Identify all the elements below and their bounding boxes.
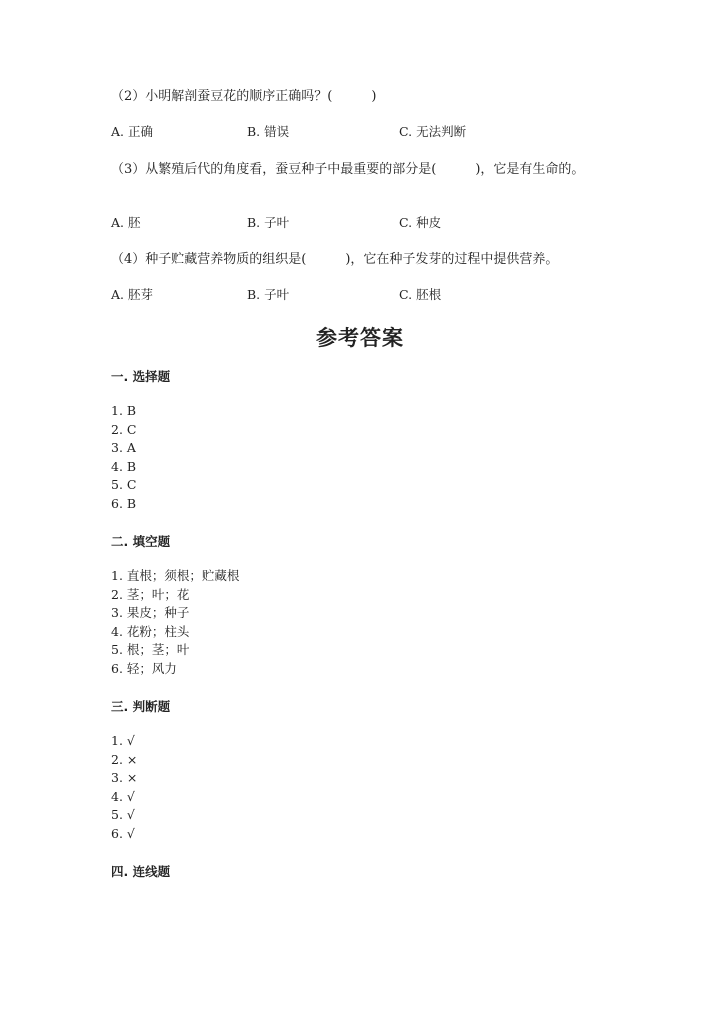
question-4-option-c: C. 胚根 [399,287,442,302]
question-4-option-b: B. 子叶 [247,287,290,302]
answer-item: 2. × [111,751,138,767]
question-3-option-b: B. 子叶 [247,215,290,230]
answer-item: 1. B [111,403,137,418]
answer-item: 6. B [111,495,137,511]
answer-list-true-false [111,732,137,844]
answer-list-fill-in-blank [111,567,239,679]
section-heading-matching: 四. 连线题 [111,864,171,879]
section-heading-multiple-choice: 一. 选择题 [111,369,171,384]
answer-item: 5. √ [111,807,135,823]
question-4-option-a: A. 胚芽 [111,287,153,302]
question-3-prompt: （3）从繁殖后代的角度看，蚕豆种子中最重要的部分是( )，它是有生命的。 [111,162,585,177]
answer-item: 4. 花粉；柱头 [111,623,190,639]
answer-key-title: 参考答案 [316,326,404,350]
answer-item: 2. 茎；叶；花 [111,586,190,602]
answer-item: 2. C [111,421,137,437]
question-2-prompt: （2）小明解剖蚕豆花的顺序正确吗？( ) [111,89,377,104]
section-heading-true-false: 三. 判断题 [111,699,171,714]
answer-item: 1. √ [111,733,135,748]
answer-item: 1. 直根；须根；贮藏根 [111,568,240,583]
question-4-prompt: （4）种子贮藏营养物质的组织是( )，它在种子发芽的过程中提供营养。 [111,252,559,267]
answer-item: 6. √ [111,825,135,841]
section-heading-fill-in-blank: 二. 填空题 [111,534,171,549]
answer-item: 4. B [111,458,137,474]
question-2-option-b: B. 错误 [247,124,290,139]
answer-item: 4. √ [111,788,135,804]
question-2-option-c: C. 无法判断 [399,124,467,139]
question-2-option-a: A. 正确 [111,124,153,139]
question-3-option-a: A. 胚 [111,215,141,230]
answer-item: 3. A [111,440,136,456]
answer-item: 6. 轻；风力 [111,660,177,676]
question-3-option-c: C. 种皮 [399,215,442,230]
answer-list-multiple-choice [111,402,136,514]
answer-item: 5. 根；茎；叶 [111,642,190,658]
answer-item: 3. × [111,770,138,786]
answer-item: 5. C [111,477,137,493]
answer-item: 3. 果皮；种子 [111,605,190,621]
